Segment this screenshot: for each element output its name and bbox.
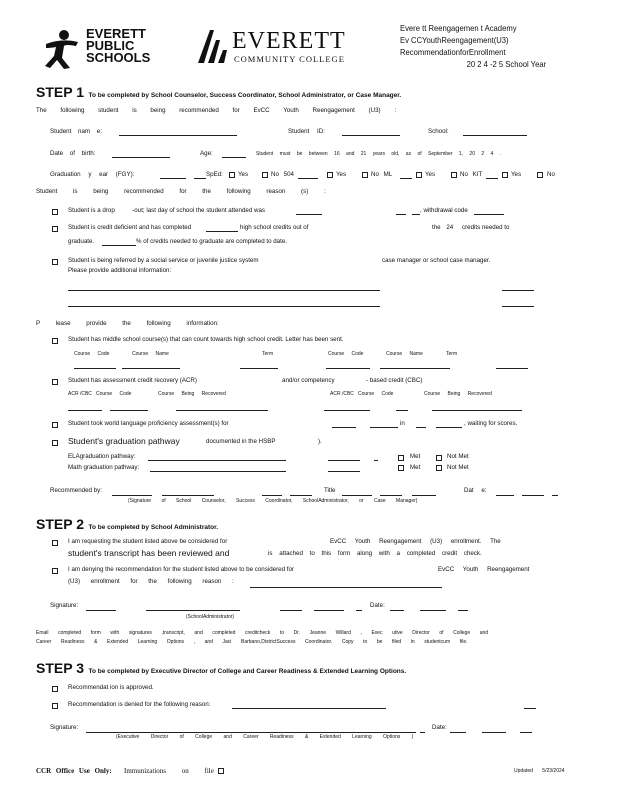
reason2-part-a: Student is credit deficient and has completed: [68, 224, 192, 231]
step2-signature-field-3[interactable]: [280, 610, 302, 611]
age-note: Student must be between 16 and 21 years old, as of September 1, 20 2 4 .: [256, 151, 502, 157]
step2-signature-label: Signature:: [50, 602, 79, 609]
step2-item1d: is attached to this form along with a completed credit check.: [268, 550, 482, 557]
recommended-by-label: Recommended by:: [50, 487, 102, 494]
info1-col: Term: [262, 351, 274, 357]
ml-yes-checkbox[interactable]: [416, 172, 422, 178]
recommended-by-field-3[interactable]: [262, 495, 282, 496]
additional-info-line-1[interactable]: [68, 290, 380, 291]
sped-yes-checkbox[interactable]: [229, 172, 235, 178]
ela-met-label: Met: [410, 453, 421, 460]
math-pathway-label: Math graduation pathway:: [68, 464, 140, 471]
deny-reason-field[interactable]: [250, 587, 442, 588]
info2-field[interactable]: [396, 410, 408, 411]
recommended-by-field[interactable]: [112, 495, 152, 496]
withdrawal-code-label: , withdrawal code: [420, 207, 468, 214]
info2-part-b: and/or competency: [282, 377, 335, 384]
info3-part-c: , waiting for scores.: [464, 420, 518, 427]
step1-label: STEP 1: [36, 84, 84, 100]
eps-logo-line: EVERETT: [86, 26, 146, 41]
info2-col: Course Being Recovered: [424, 391, 492, 397]
info4-part-a: Student's graduation pathway: [68, 436, 180, 446]
step2-signature-field[interactable]: [86, 610, 116, 611]
info2-col: ACR /CBC: [68, 391, 92, 397]
no504-label: No 504: [271, 171, 294, 178]
info2-part-c: - based credit (CBC): [366, 377, 423, 384]
provide-info-label: P lease provide the following information:: [36, 320, 219, 327]
last-day-field[interactable]: [296, 214, 322, 215]
ela-pathway-label: ELAgraduation pathway:: [68, 453, 136, 460]
math-pathway-field[interactable]: [150, 471, 286, 472]
info4-part-c: ).: [318, 438, 322, 445]
info2-field[interactable]: [110, 410, 148, 411]
office-use-label: CCR Office Use Only:: [36, 767, 112, 775]
info3-part-a: Student took world language proficiency assessment(s) for: [68, 420, 229, 427]
info2-col: Course Code: [358, 391, 394, 397]
info2-field[interactable]: [68, 410, 102, 411]
math-field-2[interactable]: [328, 471, 360, 472]
reason3-part-a: Student is being referred by a social service or juvenile justice system: [68, 257, 259, 264]
ela-field-2[interactable]: [328, 460, 360, 461]
updated-date: Updated 5/23/2024: [514, 768, 565, 774]
ecc-logo-sub: COMMUNITY COLLEGE: [234, 54, 345, 64]
student-id-field[interactable]: [342, 135, 400, 136]
reason3-checkbox[interactable]: [52, 259, 58, 265]
eps-logo-text: [86, 28, 150, 64]
info1-field[interactable]: [380, 368, 450, 369]
reason2-checkbox[interactable]: [52, 226, 58, 232]
reason1-part-b: -out; last day of school the student attended was: [132, 207, 266, 214]
info3-checkbox[interactable]: [52, 422, 58, 428]
ml-no-checkbox[interactable]: [451, 172, 457, 178]
info1-checkbox[interactable]: [52, 338, 58, 344]
info4-part-b: documented in the HSBP: [206, 438, 276, 445]
step3-deny-checkbox[interactable]: [52, 703, 58, 709]
info1-field[interactable]: [496, 368, 528, 369]
language-field[interactable]: [332, 427, 356, 428]
step1-heading: [36, 84, 401, 102]
ela-not-met-label: Not Met: [447, 453, 469, 460]
step2-signature-field-2[interactable]: [146, 610, 240, 611]
step3-deny-reason-field[interactable]: [232, 708, 386, 709]
math-not-met-label: Not Met: [447, 464, 469, 471]
ela-met-checkbox[interactable]: [398, 455, 404, 461]
step2-signature-subtitle: (SchoolAdministrator): [186, 614, 235, 620]
sped-field[interactable]: [194, 178, 206, 179]
info2-col: Course Being Recovered: [158, 391, 226, 397]
504-no-checkbox[interactable]: [362, 172, 368, 178]
last-day-field-3[interactable]: [412, 214, 420, 215]
step3-item2: Recommendation is denied for the following reason:: [68, 701, 211, 708]
step3-date-field[interactable]: [450, 732, 466, 733]
info4-checkbox[interactable]: [52, 440, 58, 446]
ela-not-met-checkbox[interactable]: [436, 455, 442, 461]
kit-no-checkbox[interactable]: [537, 172, 543, 178]
info1-field[interactable]: [122, 368, 180, 369]
info1-col: Course Name: [386, 351, 423, 357]
step2-date-field[interactable]: [390, 610, 404, 611]
student-id-label: Student ID:: [288, 128, 325, 135]
ela-field-3[interactable]: [374, 460, 378, 461]
form-title-line: 20 2 4 -2 5 School Year: [466, 59, 547, 69]
immunizations-checkbox[interactable]: [218, 768, 224, 774]
ml-yes-label: Yes: [425, 171, 436, 178]
additional-info-line-1b[interactable]: [502, 290, 534, 291]
step1-date-field[interactable]: [496, 495, 514, 496]
no-kit-label: No KIT: [460, 171, 483, 178]
step2-item2a: I am denying the recommendation for the student listed above to be considered for: [68, 566, 294, 573]
dob-field[interactable]: [112, 157, 170, 158]
grad-year-label: Graduation y ear (FGY):: [50, 171, 135, 178]
step2-heading: [36, 516, 218, 534]
step2-date-field-2[interactable]: [420, 610, 446, 611]
form-title-line: RecommendationforEnrollment: [400, 47, 506, 57]
subject-field-2[interactable]: [436, 427, 462, 428]
title-label: Title: [324, 487, 336, 494]
kit-yes-checkbox[interactable]: [502, 172, 508, 178]
kit-field[interactable]: [486, 178, 498, 179]
info1-col: Course Code: [74, 351, 110, 357]
info1-col: Course Name: [132, 351, 169, 357]
reason3-part-b: case manager or school case manager.: [382, 257, 491, 264]
info1-field[interactable]: [326, 368, 370, 369]
reason1-part-a: Student is a drop: [68, 207, 115, 214]
kit-yes-label: Yes: [511, 171, 522, 178]
step2-item2c: (U3) enrollment for the following reason :: [68, 578, 234, 585]
info2-field[interactable]: [432, 410, 522, 411]
eps-figure-icon: [42, 28, 82, 70]
step1-desc: To be completed by School Counselor, Success Coordinator, School Administrator, or Case Manager.: [88, 92, 402, 99]
reason2-part-b: high school credits out of: [240, 224, 309, 231]
step3-heading: [36, 660, 406, 678]
math-met-checkbox[interactable]: [398, 465, 404, 471]
info2-checkbox[interactable]: [52, 379, 58, 385]
kit-no-label: No: [547, 171, 555, 178]
age-field[interactable]: [222, 157, 246, 158]
sped-label: SpEd:: [206, 171, 223, 178]
info2-field[interactable]: [324, 410, 370, 411]
step2-item1-checkbox[interactable]: [52, 540, 58, 546]
math-not-met-checkbox[interactable]: [436, 465, 442, 471]
ecc-mountain-icon: [196, 28, 230, 64]
ecc-logo: [196, 28, 386, 68]
additional-info-line-2b[interactable]: [502, 306, 534, 307]
info1-col: Term: [446, 351, 458, 357]
recommended-by-subtitle: (Signature of School Counselor, Success Coordinator, SchoolAdministrator, or Case Manager): [128, 498, 418, 504]
reason2-part-d: credits needed to: [462, 224, 510, 231]
school-field[interactable]: [463, 135, 527, 136]
step3-desc: To be completed by Executive Director of College and Career Readiness & Extended Learning Options.: [88, 668, 407, 675]
dob-label: Date of birth:: [50, 150, 96, 157]
student-name-field[interactable]: [119, 135, 237, 136]
title-field-3[interactable]: [412, 495, 436, 496]
ecc-logo-main: EVERETT: [232, 28, 346, 54]
eps-logo-line: PUBLIC: [86, 38, 135, 53]
subject-field[interactable]: [416, 427, 426, 428]
step3-item1: Recommendat ion is approved.: [68, 684, 154, 691]
recommended-by-field-4[interactable]: [290, 495, 312, 496]
step2-label: STEP 2: [36, 516, 84, 532]
info2-part-a: Student has assessment credit recovery (ACR): [68, 377, 197, 384]
step2-date-label: Date:: [370, 602, 385, 609]
504-field[interactable]: [298, 178, 318, 179]
sped-yes-label: Yes: [238, 171, 249, 178]
ml-field[interactable]: [400, 178, 412, 179]
form-title-line: Evere tt Reengagemen t Academy: [400, 23, 517, 33]
step3-date-field-2[interactable]: [482, 732, 506, 733]
form-title-line: Ev CCYouthReengagement(U3): [400, 35, 509, 45]
credit-percent-field[interactable]: [102, 245, 136, 246]
no-ml-label: No ML: [371, 171, 393, 178]
reason1-text: [68, 207, 265, 214]
step1-date-field-3[interactable]: [552, 495, 558, 496]
step3-deny-reason-field-2[interactable]: [524, 708, 536, 709]
step3-approve-checkbox[interactable]: [52, 686, 58, 692]
info2-col: Course Code: [96, 391, 132, 397]
step1-intro: The following student is being recommended for EvCC Youth Reengagement (U3) :: [36, 107, 397, 114]
title-field-2[interactable]: [380, 495, 402, 496]
last-day-field-2[interactable]: [396, 214, 406, 215]
title-field[interactable]: [342, 495, 372, 496]
age-label: Age:: [200, 150, 213, 157]
reason2-part-c: the 24: [432, 224, 454, 231]
step1-date-field-2[interactable]: [522, 495, 544, 496]
info2-field[interactable]: [176, 410, 268, 411]
reason3-part-c: Please provide additional information:: [68, 267, 172, 274]
step3-label: STEP 3: [36, 660, 84, 676]
info3-part-b: in: [400, 420, 405, 427]
step1-date-label: Dat e:: [464, 487, 487, 494]
additional-info-line-2[interactable]: [68, 306, 380, 307]
reason2-part-e: graduate.: [68, 238, 95, 245]
credits-completed-field[interactable]: [206, 231, 238, 232]
info1-text: Student has middle school course(s) that can count towards high school credit. Letter has been sent.: [68, 336, 344, 343]
step3-date-field-3[interactable]: [520, 732, 532, 733]
step3-date-label: Date:: [432, 724, 447, 731]
language-field-2[interactable]: [370, 427, 398, 428]
eps-logo-line: SCHOOLS: [86, 50, 151, 65]
reason1-checkbox[interactable]: [52, 209, 58, 215]
504-yes-checkbox[interactable]: [327, 172, 333, 178]
step3-signature-label: Signature:: [50, 724, 79, 731]
student-name-label: Student nam e:: [50, 128, 102, 135]
form-title: [400, 22, 546, 70]
info1-col: Course Code: [328, 351, 364, 357]
reason2-part-f: % of credits needed to graduate are completed to date.: [136, 238, 288, 245]
email-instructions-1: Email completed form with signatures ,transcript, and completed creditcheck to Dr. Jeanne Willard , Exec utive Director of College and: [36, 630, 489, 636]
school-label: School:: [428, 128, 449, 135]
step3-signature-field[interactable]: [86, 732, 416, 733]
info1-field[interactable]: [240, 368, 278, 369]
immunizations-label: Immunizations on file: [124, 767, 214, 775]
step2-item2-checkbox[interactable]: [52, 568, 58, 574]
reasons-intro: Student is being recommended for the following reason (s) :: [36, 188, 326, 195]
eps-logo: [42, 24, 162, 74]
504-yes-label: Yes: [336, 171, 347, 178]
withdrawal-code-field[interactable]: [474, 214, 504, 215]
email-instructions-2: Career Readiness & Extended Learning Options , and Jaci Barbano,DistrictSuccess Coordinator. Copy to be filed in studentcum file.: [36, 639, 468, 645]
step2-signature-field-5[interactable]: [356, 610, 362, 611]
sped-no504-checkbox[interactable]: [262, 172, 268, 178]
step2-desc: To be completed by School Administrator.: [88, 524, 219, 531]
step2-item2b: EvCC Youth Reengagement: [438, 566, 530, 573]
step2-signature-field-4[interactable]: [314, 610, 344, 611]
math-met-label: Met: [410, 464, 421, 471]
grad-year-field[interactable]: [160, 178, 186, 179]
step2-item1b: EvCC Youth Reengagement (U3) enrollment. The: [330, 538, 501, 545]
recommended-by-field-2[interactable]: [162, 495, 214, 496]
info1-field[interactable]: [74, 368, 116, 369]
step3-signature-subtitle: (Executive Director of College and Career Readiness & Extended Learning Options ): [116, 734, 414, 740]
step2-item1a: I am requesting the student listed above be considered for: [68, 538, 228, 545]
ela-pathway-field[interactable]: [148, 460, 286, 461]
step2-item1c: student's transcript has been reviewed and: [68, 548, 230, 558]
info2-col: ACR /CBC: [330, 391, 354, 397]
step3-signature-field-2[interactable]: [420, 732, 425, 733]
step2-date-field-3[interactable]: [458, 610, 468, 611]
